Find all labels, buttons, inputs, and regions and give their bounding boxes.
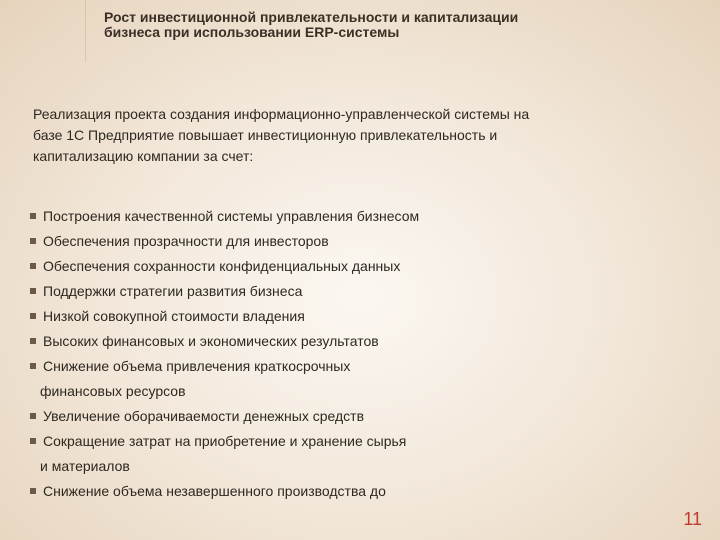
- bullet-item: [30, 481, 590, 501]
- bullet-text: Увеличение оборачиваемости денежных средств: [43, 408, 365, 424]
- bullet-square-icon: [30, 213, 36, 219]
- bullet-item: [30, 356, 590, 401]
- bullet-item: [30, 231, 590, 251]
- bullet-text: Снижение объема привлечения краткосрочных: [43, 358, 351, 374]
- bullet-text: Обеспечения сохранности конфиденциальных данных: [43, 258, 401, 274]
- bullet-item: [30, 256, 590, 276]
- bullet-text: Обеспечения прозрачности для инвесторов: [43, 233, 329, 249]
- bullet-square-icon: [30, 338, 36, 344]
- bullet-square-icon: [30, 238, 36, 244]
- bullet-square-icon: [30, 363, 36, 369]
- bullet-square-icon: [30, 288, 36, 294]
- bullet-item: [30, 206, 590, 226]
- intro-paragraph: Реализация проекта создания информационно-управленческой системы на базе 1С Предприятие повышает инвестиционную привлекательность и капитализацию компании за счет:: [33, 106, 530, 164]
- bullet-text: Низкой совокупной стоимости владения: [43, 308, 305, 324]
- slide-title: Рост инвестиционной привлекательности и капитализации бизнеса при использовании ERP-системы: [104, 9, 519, 40]
- bullet-text: Поддержки стратегии развития бизнеса: [43, 283, 303, 299]
- bullet-square-icon: [30, 488, 36, 494]
- bullet-text: Построения качественной системы управления бизнесом: [43, 208, 420, 224]
- title-divider: [85, 0, 86, 62]
- bullet-list: [30, 206, 590, 506]
- bullet-text: Снижение объема незавершенного производства до: [43, 483, 386, 499]
- bullet-text: Сокращение затрат на приобретение и хранение сырья: [43, 433, 407, 449]
- bullet-square-icon: [30, 313, 36, 319]
- bullet-square-icon: [30, 413, 36, 419]
- bullet-item: [30, 431, 590, 476]
- bullet-text: Высоких финансовых и экономических результатов: [43, 333, 379, 349]
- bullet-square-icon: [30, 263, 36, 269]
- bullet-item: [30, 306, 590, 326]
- bullet-item: [30, 331, 590, 351]
- bullet-continuation: и материалов: [40, 458, 130, 474]
- bullet-item: [30, 406, 590, 426]
- bullet-square-icon: [30, 438, 36, 444]
- page-number: 11: [683, 509, 702, 529]
- bullet-continuation: финансовых ресурсов: [40, 383, 186, 399]
- bullet-item: [30, 281, 590, 301]
